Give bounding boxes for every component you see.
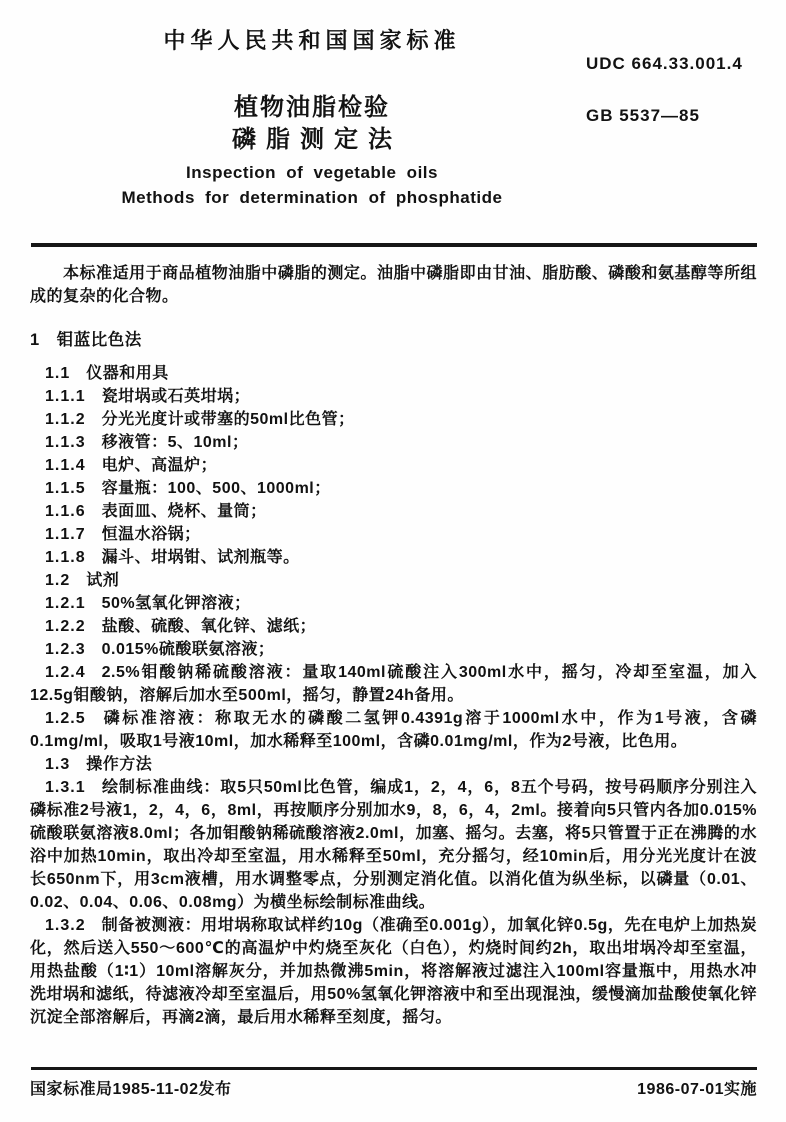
header-divider-rule xyxy=(31,243,757,247)
clause-1-2-5 xyxy=(30,707,757,753)
clause-number: 1.3.2 xyxy=(45,917,86,934)
udc-code: UDC 664.33.001.4 xyxy=(586,54,743,73)
clause-text: 漏斗、坩埚钳、试剂瓶等。 xyxy=(101,549,300,566)
clause-1-2 xyxy=(30,569,757,592)
clause-number: 1.1 xyxy=(45,365,71,382)
clause-text: 绘制标准曲线：取5只50ml比色管，编成1，2，4，6，8五个号码，按号码顺序分别注入磷标准2号液1，2，4，6，8ml，再按顺序分别加水9，8，6，4，2ml。接着向5只管内各加0.015%硫酸联氨溶液8.0ml；各加钼酸钠稀硫酸溶液2.0ml，加塞、摇匀。去塞，将5只管置于正在沸腾的水浴中加热10min，取出冷却至室温，用水稀释至50ml，充分摇匀，经10min后，用分光光度计在波长650nm下，用3cm液槽，用水调整零点，分别测定消化值。以消化值为纵坐标，以磷量（0.01、0.02、0.04、0.06、0.08mg）为横坐标绘制标准曲线。 xyxy=(30,779,757,911)
clause-number: 1.2 xyxy=(45,572,71,589)
clause-1-3 xyxy=(30,753,757,776)
document-title-cn-line1: 植物油脂检验 xyxy=(234,94,390,121)
clause-number: 1.3.1 xyxy=(45,779,86,796)
clause-1-1-2 xyxy=(30,408,757,431)
document-title-cn-line2: 磷脂测定法 xyxy=(232,126,402,153)
standard-code: GB 5537—85 xyxy=(586,106,700,125)
footer-divider-rule xyxy=(31,1067,757,1070)
clause-text: 仪器和用具 xyxy=(86,365,169,382)
clause-number: 1.3 xyxy=(45,756,71,773)
clause-1-2-4 xyxy=(30,661,757,707)
clause-number: 1.2.4 xyxy=(45,664,86,681)
clause-1-1-7 xyxy=(30,523,757,546)
chapter-heading xyxy=(30,329,757,352)
clause-number: 1.2.1 xyxy=(45,595,86,612)
clause-1-1-8 xyxy=(30,546,757,569)
clause-number: 1.1.8 xyxy=(45,549,86,566)
footer xyxy=(30,1076,757,1099)
clause-text: 磷标准溶液：称取无水的磷酸二氢钾0.4391g溶于1000ml水中，作为1号液，含磷0.1mg/ml，吸取1号液10ml，加水稀释至100ml，含磷0.01mg/ml，作为2号液，比色用。 xyxy=(30,710,757,750)
clause-text: 0.015%硫酸联氨溶液； xyxy=(101,641,275,658)
clause-number: 1.2.2 xyxy=(45,618,86,635)
scope-paragraph: 本标准适用于商品植物油脂中磷脂的测定。油脂中磷脂即由甘油、脂肪酸、磷酸和氨基醇等所组成的复杂的化合物。 xyxy=(30,265,757,305)
clause-1-2-2 xyxy=(30,615,757,638)
clause-text: 分光光度计或带塞的50ml比色管； xyxy=(101,411,355,428)
clause-number: 1.1.2 xyxy=(45,411,86,428)
clause-number: 1.2.3 xyxy=(45,641,86,658)
clause-text: 50%氢氧化钾溶液； xyxy=(101,595,251,612)
clause-1-2-1 xyxy=(30,592,757,615)
clause-text: 容量瓶：100、500、1000ml； xyxy=(101,480,331,497)
national-standard-banner: 中华人民共和国国家标准 xyxy=(163,28,461,53)
clause-number: 1.1.1 xyxy=(45,388,86,405)
clause-number: 1.2.5 xyxy=(45,710,86,727)
clause-1-3-1 xyxy=(30,776,757,914)
document-title-en-line2: Methods for determination of phosphatide xyxy=(121,188,503,207)
clause-text: 试剂 xyxy=(86,572,120,589)
issued-date: 国家标准局1985-11-02发布 xyxy=(30,1081,232,1098)
document-title-en-line1: Inspection of vegetable oils xyxy=(186,163,438,182)
clause-number: 1.1.4 xyxy=(45,457,86,474)
document-body xyxy=(30,256,757,1029)
implemented-date: 1986-07-01实施 xyxy=(637,1081,757,1098)
clause-number: 1.1.5 xyxy=(45,480,86,497)
clause-1-1-4 xyxy=(30,454,757,477)
clause-number: 1.1.6 xyxy=(45,503,86,520)
clause-text: 2.5%钼酸钠稀硫酸溶液：量取140ml硫酸注入300ml水中，摇匀，冷却至室温，加入12.5g钼酸钠，溶解后加水至500ml，摇匀，静置24h备用。 xyxy=(30,664,757,704)
clause-text: 盐酸、硫酸、氧化锌、滤纸； xyxy=(101,618,317,635)
clause-1-3-2 xyxy=(30,914,757,1029)
clause-text: 瓷坩埚或石英坩埚； xyxy=(101,388,251,405)
clause-number: 1.1.3 xyxy=(45,434,86,451)
chapter-title: 钼蓝比色法 xyxy=(56,331,142,349)
clause-1-1-5 xyxy=(30,477,757,500)
clause-text: 恒温水浴锅； xyxy=(101,526,201,543)
chapter-number: 1 xyxy=(30,331,40,349)
clause-text: 移液管：5、10ml； xyxy=(101,434,249,451)
clause-text: 制备被测液：用坩埚称取试样约10g（准确至0.001g），加氧化锌0.5g，先在电炉上加热炭化，然后送入550～600℃的高温炉中灼烧至灰化（白色），灼烧时间约2h，取出坩埚冷却至室温，用热盐酸（1∶1）10ml溶解灰分，并加热微沸5min，将溶解液过滤注入100ml容量瓶中，用热水冲洗坩埚和滤纸，待滤液冷却至室温后，用50%氢氧化钾溶液中和至出现混浊，缓慢滴加盐酸使氧化锌沉淀全部溶解后，再滴2滴，最后用水稀释至刻度，摇匀。 xyxy=(30,917,757,1026)
clause-1-2-3 xyxy=(30,638,757,661)
clause-number: 1.1.7 xyxy=(45,526,86,543)
clause-1-1 xyxy=(30,362,757,385)
clause-text: 电炉、高温炉； xyxy=(101,457,218,474)
clause-text: 表面皿、烧杯、量筒； xyxy=(101,503,267,520)
clause-1-1-1 xyxy=(30,385,757,408)
clause-text: 操作方法 xyxy=(86,756,153,773)
clause-1-1-3 xyxy=(30,431,757,454)
clause-1-1-6 xyxy=(30,500,757,523)
